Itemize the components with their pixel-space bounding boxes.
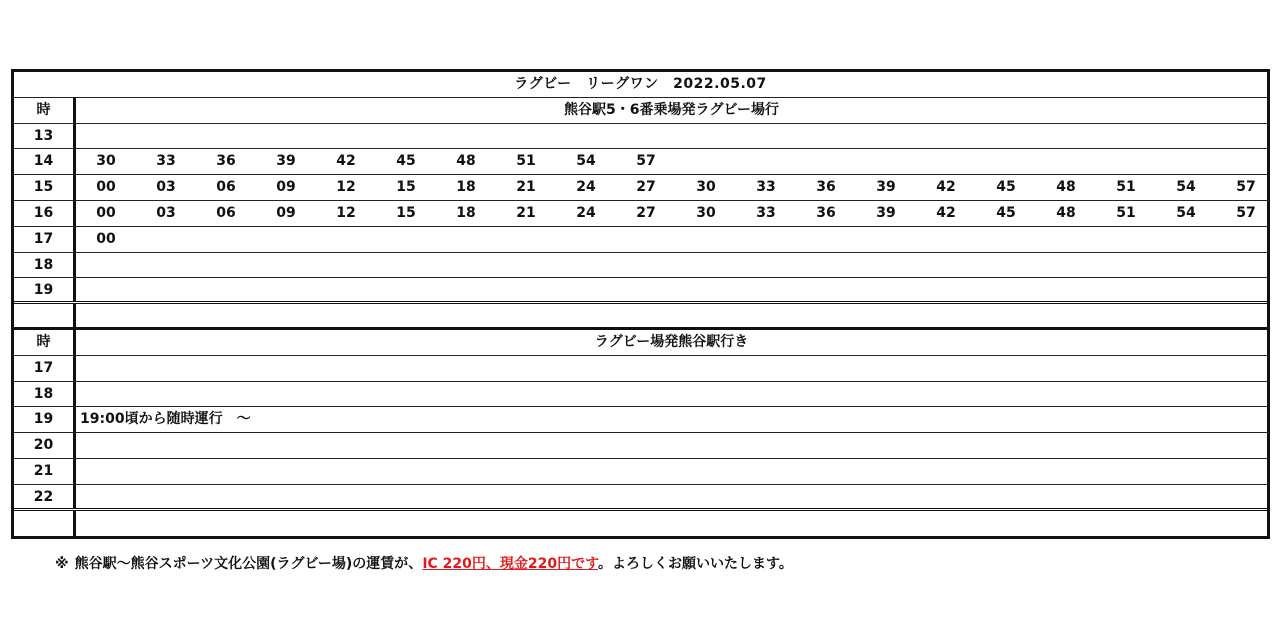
section1-header-row bbox=[14, 98, 1267, 124]
hour-cell: 14 bbox=[14, 149, 76, 174]
departure-minute: 30 bbox=[96, 153, 116, 170]
departure-minute: 06 bbox=[216, 204, 236, 221]
timetable-row bbox=[14, 433, 1267, 459]
service-note-cell bbox=[76, 356, 1267, 381]
departure-minute: 57 bbox=[636, 153, 656, 170]
departure-minute: 57 bbox=[1236, 179, 1256, 196]
hour-cell: 15 bbox=[14, 175, 76, 200]
service-note bbox=[76, 463, 80, 479]
service-note-cell bbox=[76, 382, 1267, 407]
departure-minute: 24 bbox=[576, 204, 596, 221]
departure-minute: 54 bbox=[576, 153, 596, 170]
departure-minute: 54 bbox=[1176, 179, 1196, 196]
timetable-row bbox=[14, 253, 1267, 279]
hour-cell: 22 bbox=[14, 485, 76, 508]
timetable-title: ラグビー リーグワン 2022.05.07 bbox=[514, 76, 767, 92]
departure-minute: 30 bbox=[696, 204, 716, 221]
timetable-row bbox=[14, 356, 1267, 382]
fare-text-after: 。よろしくお願いいたします。 bbox=[598, 556, 793, 572]
departure-minute: 00 bbox=[96, 204, 116, 221]
fare-text-before: 熊谷駅～熊谷スポーツ文化公園(ラグビー場)の運賃が、 bbox=[74, 556, 423, 572]
hour-cell: 17 bbox=[14, 227, 76, 252]
departure-minute: 00 bbox=[96, 230, 116, 247]
departure-minutes bbox=[76, 201, 1276, 226]
hour-cell: 19 bbox=[14, 278, 76, 301]
departure-minute: 51 bbox=[516, 153, 536, 170]
departure-minute: 48 bbox=[1056, 204, 1076, 221]
departure-minute: 09 bbox=[276, 179, 296, 196]
departure-minute: 42 bbox=[336, 153, 356, 170]
timetable-row bbox=[14, 124, 1267, 150]
section1-heading: 熊谷駅5・6番乗場発ラグビー場行 bbox=[564, 101, 779, 118]
service-note-cell bbox=[76, 459, 1267, 484]
hour-cell: 19 bbox=[14, 407, 76, 432]
section2-heading: ラグビー場発熊谷駅行き bbox=[594, 333, 749, 350]
timetable-row bbox=[14, 227, 1267, 253]
departure-minutes bbox=[76, 278, 1267, 301]
departure-minute: 48 bbox=[456, 153, 476, 170]
hour-cell: 17 bbox=[14, 356, 76, 381]
departure-minute: 36 bbox=[816, 179, 836, 196]
timetable-row bbox=[14, 407, 1267, 433]
hour-column-header: 時 bbox=[14, 330, 76, 355]
departure-minute: 15 bbox=[396, 179, 416, 196]
departure-minute: 48 bbox=[1056, 179, 1076, 196]
timetable-row bbox=[14, 201, 1267, 227]
departure-minute: 18 bbox=[456, 204, 476, 221]
departure-minute: 54 bbox=[1176, 204, 1196, 221]
timetable-row bbox=[14, 382, 1267, 408]
departure-minute: 39 bbox=[876, 204, 896, 221]
timetable-row bbox=[14, 149, 1267, 175]
hour-cell: 20 bbox=[14, 433, 76, 458]
departure-minute: 27 bbox=[636, 204, 656, 221]
hour-cell: 18 bbox=[14, 253, 76, 278]
bottom-empty-row bbox=[14, 511, 1267, 537]
service-note bbox=[76, 489, 80, 505]
empty-content-cell bbox=[76, 511, 1267, 537]
service-note-cell bbox=[76, 407, 1267, 432]
departure-minute: 45 bbox=[396, 153, 416, 170]
timetable-row bbox=[14, 278, 1267, 304]
service-note: 19:00頃から随時運行 ～ bbox=[80, 411, 251, 428]
departure-minute: 27 bbox=[636, 179, 656, 196]
departure-minute: 21 bbox=[516, 179, 536, 196]
departure-minute: 36 bbox=[216, 153, 236, 170]
hour-cell: 13 bbox=[14, 124, 76, 149]
separator-content-cell bbox=[76, 304, 1267, 327]
departure-minute: 45 bbox=[996, 179, 1016, 196]
departure-minutes bbox=[76, 149, 1267, 174]
bus-timetable bbox=[11, 69, 1270, 539]
timetable-row bbox=[14, 485, 1267, 511]
separator-hour-cell bbox=[14, 304, 76, 327]
departure-minutes bbox=[76, 175, 1276, 200]
departure-minute: 09 bbox=[276, 204, 296, 221]
departure-minute: 57 bbox=[1236, 204, 1256, 221]
departure-minute: 51 bbox=[1116, 204, 1136, 221]
service-note-cell bbox=[76, 433, 1267, 458]
service-note bbox=[76, 360, 80, 376]
departure-minute: 12 bbox=[336, 179, 356, 196]
departure-minute: 45 bbox=[996, 204, 1016, 221]
timetable-row bbox=[14, 175, 1267, 201]
departure-minute: 21 bbox=[516, 204, 536, 221]
departure-minute: 18 bbox=[456, 179, 476, 196]
service-note-cell bbox=[76, 485, 1267, 508]
departure-minute: 12 bbox=[336, 204, 356, 221]
service-note bbox=[76, 437, 80, 453]
departure-minute: 03 bbox=[156, 179, 176, 196]
hour-column-header: 時 bbox=[14, 98, 76, 123]
departure-minute: 00 bbox=[96, 179, 116, 196]
departure-minute: 30 bbox=[696, 179, 716, 196]
departure-minute: 03 bbox=[156, 204, 176, 221]
departure-minute: 36 bbox=[816, 204, 836, 221]
departure-minute: 42 bbox=[936, 179, 956, 196]
departure-minute: 06 bbox=[216, 179, 236, 196]
departure-minute: 33 bbox=[756, 179, 776, 196]
departure-minute: 42 bbox=[936, 204, 956, 221]
hour-cell: 18 bbox=[14, 382, 76, 407]
hour-cell: 21 bbox=[14, 459, 76, 484]
separator-row bbox=[14, 304, 1267, 330]
fare-footnote bbox=[55, 553, 793, 573]
hour-cell: 16 bbox=[14, 201, 76, 226]
departure-minute: 33 bbox=[156, 153, 176, 170]
section2-header-row bbox=[14, 330, 1267, 356]
departure-minute: 24 bbox=[576, 179, 596, 196]
departure-minute: 39 bbox=[876, 179, 896, 196]
departure-minute: 51 bbox=[1116, 179, 1136, 196]
timetable-row bbox=[14, 459, 1267, 485]
departure-minutes bbox=[76, 124, 1267, 149]
departure-minute: 15 bbox=[396, 204, 416, 221]
fare-highlight: IC 220円、現金220円です bbox=[422, 556, 598, 572]
departure-minute: 33 bbox=[756, 204, 776, 221]
timetable-title-row bbox=[14, 72, 1267, 98]
departure-minutes bbox=[76, 253, 1267, 278]
empty-hour-cell bbox=[14, 511, 76, 537]
service-note bbox=[76, 386, 80, 402]
note-mark: ※ bbox=[55, 556, 69, 572]
departure-minute: 39 bbox=[276, 153, 296, 170]
departure-minutes bbox=[76, 227, 1267, 252]
